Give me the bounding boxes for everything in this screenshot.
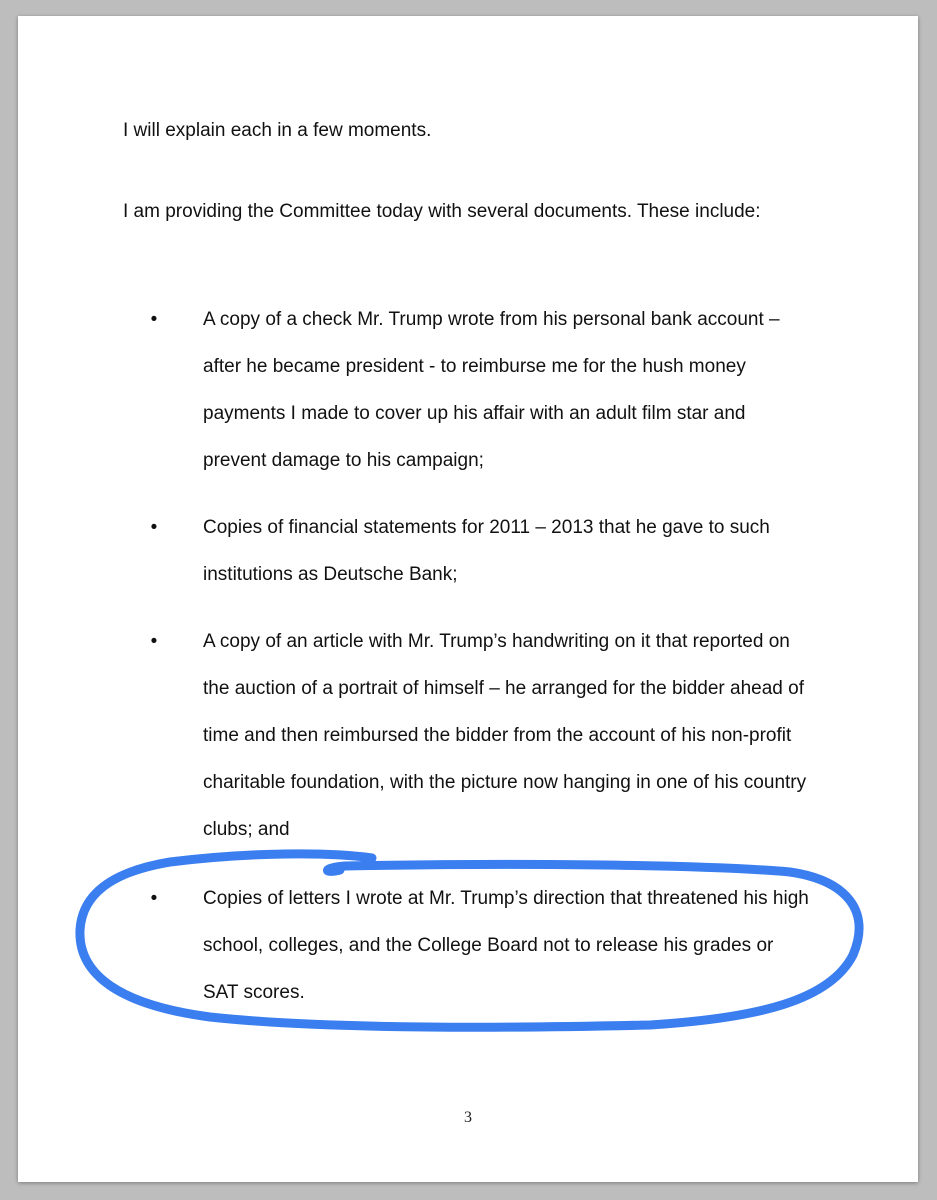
list-item-text: A copy of an article with Mr. Trump’s handwriting on it that reported on the auction of a portrait of himself – he arranged for the bidder ahead of time and then reimbursed the bidder from the account of his non-profit charitable foundation, with the picture now hanging in one of his country clubs; and bbox=[203, 631, 807, 840]
page-number: 3 bbox=[464, 1109, 472, 1126]
paragraph-explain: I will explain each in a few moments. bbox=[123, 120, 432, 141]
bullet-icon: • bbox=[150, 517, 158, 538]
document-page bbox=[18, 16, 918, 1182]
bullet-icon: • bbox=[150, 309, 158, 330]
bullet-icon: • bbox=[150, 631, 158, 652]
list-item-text: Copies of letters I wrote at Mr. Trump’s direction that threatened his high school, colleges, and the College Board not to release his grades or SAT scores. bbox=[203, 888, 809, 1003]
paragraph-documents-intro: I am providing the Committee today with several documents. These include: bbox=[123, 201, 761, 222]
list-item-text: A copy of a check Mr. Trump wrote from his personal bank account – after he became president - to reimburse me for the hush money payments I made to cover up his affair with an adult film star and prevent damage to his campaign; bbox=[203, 309, 780, 471]
bullet-icon: • bbox=[150, 888, 158, 909]
list-item-text: Copies of financial statements for 2011 – 2013 that he gave to such institutions as Deutsche Bank; bbox=[203, 517, 770, 585]
